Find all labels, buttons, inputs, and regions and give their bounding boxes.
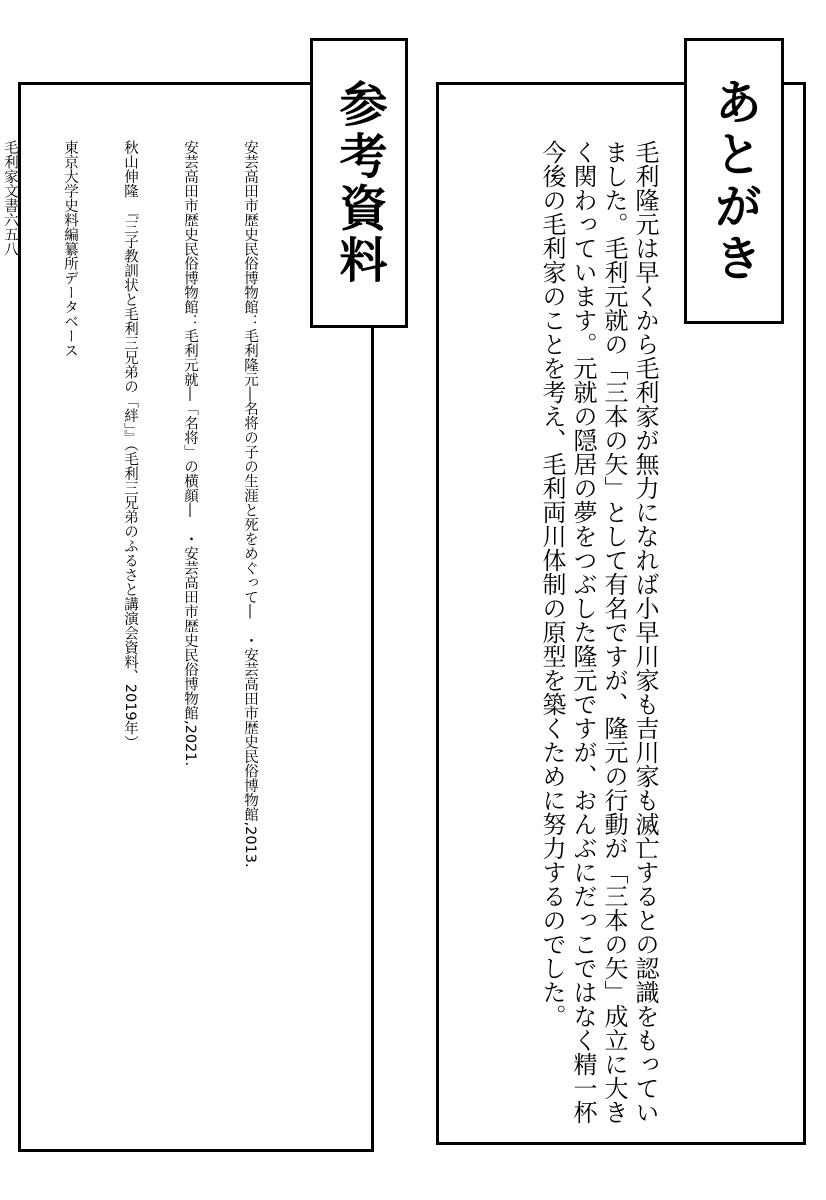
reference-line: 安芸高田市歴史民俗博物館：毛利元就―「名将」の横顔― ・安芸高田市歴史民俗博物館,2021. (182, 140, 198, 767)
reference-line: 安芸高田市歴史民俗博物館：毛利隆元―名将の子の生涯と死をめぐって― ・安芸高田市歴史民俗博物館,2013. (242, 140, 258, 868)
afterword-title: あとがき (684, 38, 784, 324)
reference-line: 東京大学史料編纂所データベース (62, 140, 78, 358)
reference-line: 秋山伸隆 『三子教訓状と毛利三兄弟の「絆」』（毛利三兄弟のふるさと講演会資料、2019年） (122, 140, 138, 750)
reference-line: 毛利家文書六五八 (2, 140, 18, 256)
afterword-paragraph: 毛利隆元は早くから毛利家が無力になれば小早川家も吉川家も滅亡するとの認識をもっていました。毛利元就の「三本の矢」として有名ですが、隆元の行動が「三本の矢」成立に大きく関わっています。元就の隠居の夢をつぶした隆元ですが、おんぶにだっこではなく精一杯今後の毛利家のことを考え、毛利両川体制の原型を築くために努力するのでした。 (538, 140, 659, 1124)
references-title: 参考資料 (310, 38, 408, 328)
references-list (2, 140, 300, 1140)
afterword-text (470, 140, 660, 1130)
